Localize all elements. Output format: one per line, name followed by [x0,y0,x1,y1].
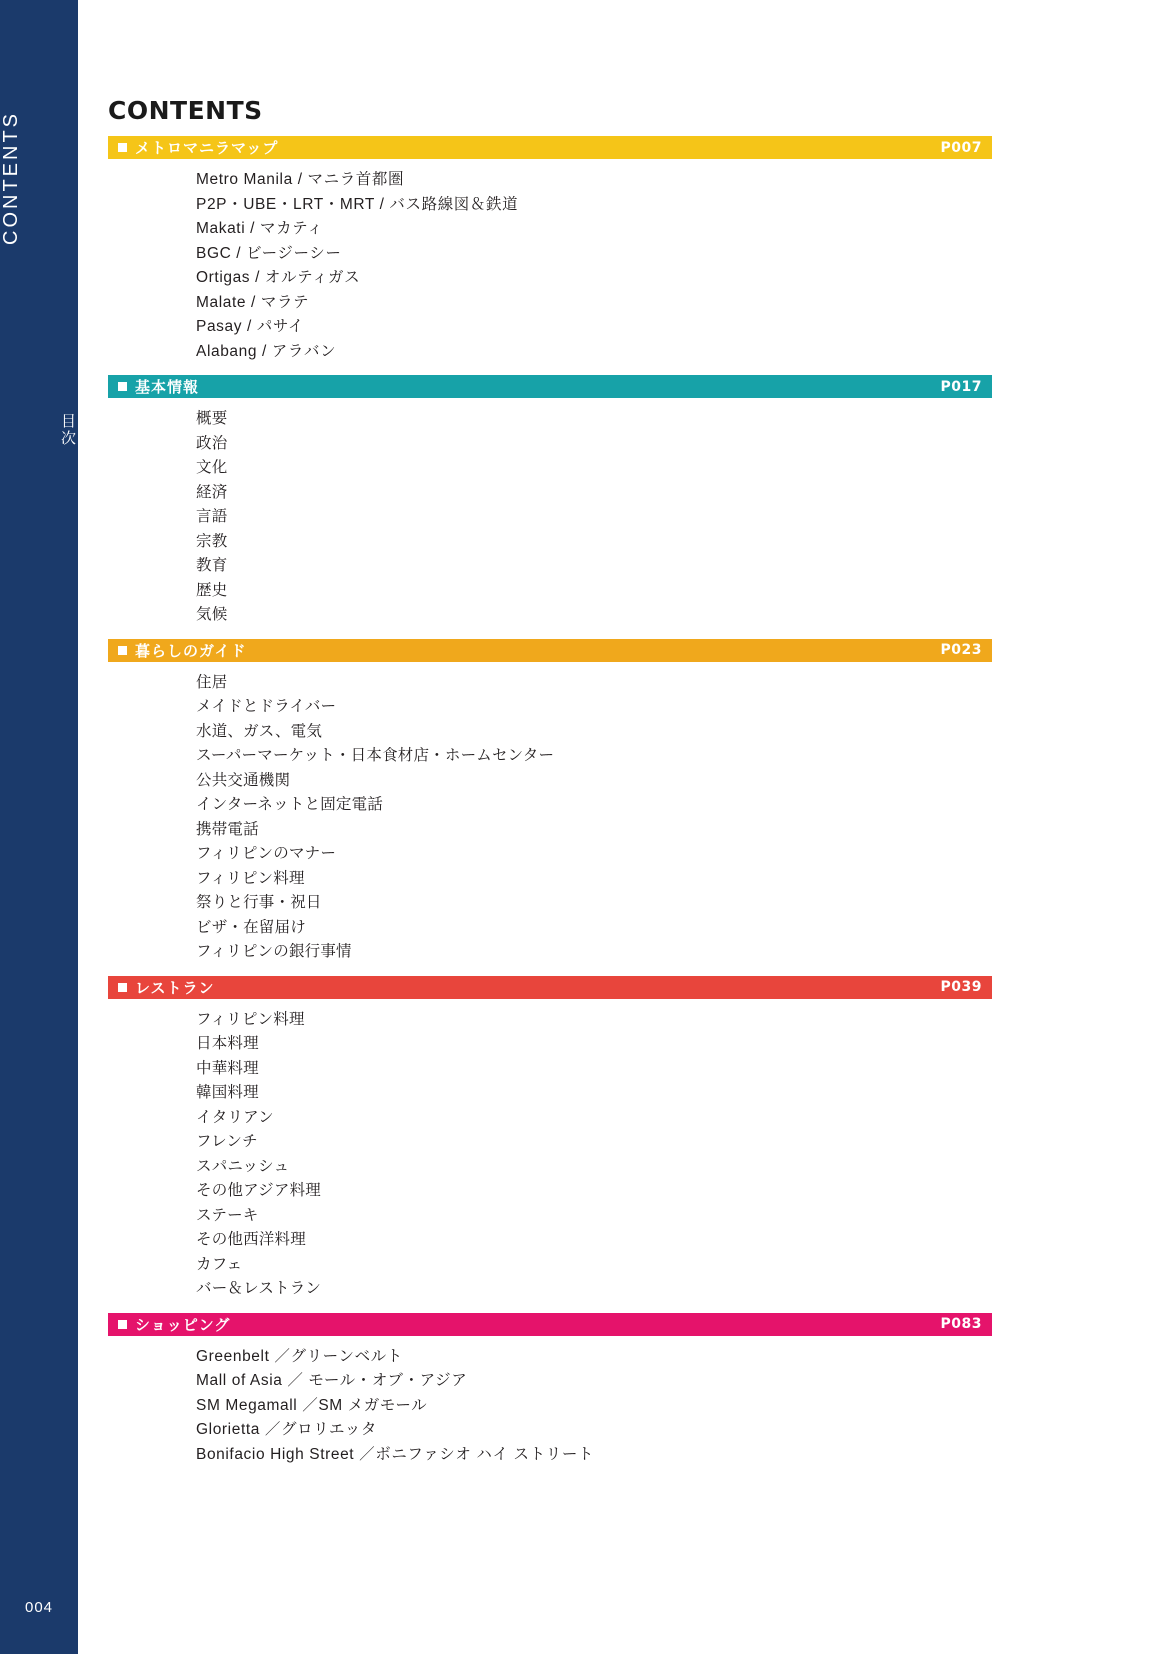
list-item[interactable]: バー＆レストラン [196,1280,322,1297]
section-item-list [108,407,992,628]
list-item[interactable]: フィリピン料理 [196,1010,305,1028]
list-item[interactable]: イタリアン [196,1108,274,1126]
list-item[interactable]: Mall of Asia ／ モール・オブ・アジア [196,1372,468,1389]
list-item[interactable]: その他アジア料理 [196,1182,321,1199]
list-item[interactable]: 水道、ガス、電気 [196,722,323,740]
section-header[interactable] [108,639,992,662]
list-item[interactable]: フレンチ [196,1133,258,1150]
list-item[interactable]: 公共交通機関 [196,771,291,789]
list-item[interactable]: Greenbelt ／グリーンベルト [196,1347,403,1365]
list-item[interactable]: Pasay / パサイ [196,318,305,335]
list-item[interactable]: Bonifacio High Street ／ボニファシオ ハイ ストリート [196,1445,595,1463]
list-item[interactable]: 概要 [196,410,228,427]
section-header[interactable] [108,375,992,398]
list-item[interactable]: 経済 [196,483,228,501]
list-item[interactable]: Glorietta ／グロリエッタ [196,1421,377,1438]
section-header[interactable] [108,1313,992,1336]
section-title: ショッピング [135,1316,231,1334]
list-item[interactable]: Makati / マカティ [196,220,324,237]
section-title: 暮らしのガイド [135,642,247,660]
bullet-square-icon [118,1320,127,1329]
section-item-list [108,1345,992,1468]
list-item[interactable]: 言語 [196,508,228,525]
list-item[interactable]: インターネットと固定電話 [196,796,384,813]
section-page-number: P007 [940,139,982,156]
section-page-number: P039 [940,979,982,995]
sidebar-vertical-label-en: CONTENTS [0,111,22,245]
list-item[interactable]: 教育 [196,557,228,574]
section-title: レストラン [135,979,215,997]
bottom-spacer [108,1467,992,1507]
list-item[interactable]: P2P・UBE・LRT・MRT / バス路線図＆鉄道 [196,195,519,213]
list-item[interactable]: スパニッシュ [196,1157,290,1175]
bullet-square-icon [118,143,127,152]
list-item[interactable]: 政治 [196,434,228,452]
list-item[interactable]: BGC / ビージーシー [196,244,342,262]
list-item[interactable]: フィリピン料理 [196,869,305,887]
list-item[interactable]: 気候 [196,606,228,623]
list-item[interactable]: フィリピンの銀行事情 [196,943,352,960]
list-item[interactable]: Ortigas / オルティガス [196,269,361,286]
list-item[interactable]: Malate / マラテ [196,293,310,311]
toc-section [108,375,992,628]
section-item-list [108,1008,992,1302]
section-header[interactable] [108,976,992,999]
section-title: メトロマニラマップ [135,140,279,157]
sidebar [0,0,78,1654]
bullet-square-icon [118,382,127,391]
list-item[interactable]: 韓国料理 [196,1084,259,1101]
contents-body [108,0,992,1507]
page-title: CONTENTS [108,96,263,125]
section-page-number: P023 [940,642,982,658]
list-item[interactable]: 日本料理 [196,1035,259,1052]
list-item[interactable]: Alabang / アラバン [196,342,337,360]
list-item[interactable]: 歴史 [196,581,228,599]
section-header[interactable] [108,136,992,159]
section-page-number: P017 [940,378,982,395]
list-item[interactable]: ステーキ [196,1206,259,1224]
list-item[interactable]: カフェ [196,1255,243,1273]
toc-section [108,639,992,965]
bullet-square-icon [118,646,127,655]
list-item[interactable]: メイドとドライバー [196,698,337,715]
list-item[interactable]: 中華料理 [196,1059,259,1077]
list-item[interactable]: その他西洋料理 [196,1231,306,1248]
list-item[interactable]: フィリピンのマナー [196,845,337,862]
list-item[interactable]: 文化 [196,459,228,476]
list-item[interactable]: 住居 [196,673,228,691]
toc-section [108,1313,992,1468]
list-item[interactable]: スーパーマーケット・日本食材店・ホームセンター [196,747,555,764]
bullet-square-icon [118,983,127,992]
section-item-list [108,168,992,364]
section-item-list [108,671,992,965]
list-item[interactable]: ビザ・在留届け [196,918,306,936]
list-item[interactable]: 祭りと行事・祝日 [196,894,322,911]
sidebar-vertical-label-jp: 目次 [59,413,76,447]
list-item[interactable]: 携帯電話 [196,820,259,838]
list-item[interactable]: Metro Manila / マニラ首都圏 [196,171,405,188]
list-item[interactable]: SM Megamall ／SM メガモール [196,1396,428,1414]
toc-section [108,136,992,364]
section-title: 基本情報 [135,379,200,396]
section-page-number: P083 [940,1316,982,1332]
list-item[interactable]: 宗教 [196,532,228,550]
page-number: 004 [24,1599,54,1616]
toc-section [108,976,992,1302]
